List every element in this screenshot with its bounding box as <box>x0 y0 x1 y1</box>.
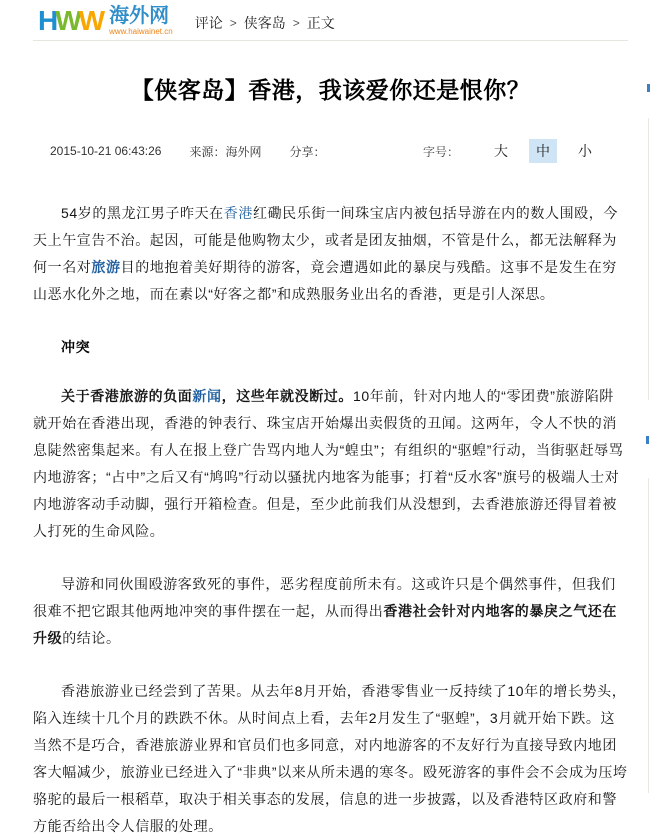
fontsize-option-medium[interactable]: 中 <box>529 139 557 163</box>
scrollbar-tick <box>646 436 649 444</box>
breadcrumb <box>195 9 335 33</box>
fontsize-option-small[interactable]: 小 <box>578 143 592 159</box>
breadcrumb-separator: > <box>292 15 300 30</box>
site-url: www.haiwainet.cn <box>109 26 173 36</box>
link-travel[interactable]: 旅游 <box>91 259 121 275</box>
breadcrumb-item-pinglun[interactable]: 评论 <box>194 14 223 31</box>
section-heading-conflict: 冲突 <box>61 339 91 355</box>
paragraph-text: ，这些年就没断过。 <box>221 388 354 404</box>
article-meta <box>50 143 353 160</box>
source <box>189 143 261 160</box>
site-name: 海外网 <box>109 4 170 27</box>
fontsize-control <box>423 139 599 163</box>
source-value: 海外网 <box>225 144 262 159</box>
logo-hww-icon: HWW <box>38 4 103 36</box>
paragraph-text: 10年前，针对内地人的“零团费”旅游陷阱就开始在香港出现，香港的钟表行、珠宝店开始爆出卖假货的丑闻。这两年，令人不快的消息陡然密集起来。有人在报上登广告骂内地人为“蝗虫”；有组织的“驱蝗”行动，当街驱赶辱骂内地游客；“占中”之后又有“鸠呜”行动以骚扰内地客为能事；打着“反水客”旗号的极端人士对内地游客动手动脚，强行开箱检查。但是，至少此前我们从没想到，去香港旅游还得冒着被人打死的生命风险。 <box>33 388 624 539</box>
article-meta-bar <box>0 139 661 163</box>
source-label: 来源： <box>189 144 226 159</box>
page-title: 【侠客岛】香港，我该爱你还是恨你？ <box>130 77 531 103</box>
article-body <box>0 163 661 840</box>
paragraph-text: 香港社会针对内地客的暴戾之气还在升级 <box>33 603 618 646</box>
right-border-line <box>648 118 649 400</box>
site-header <box>0 0 661 40</box>
paragraph-text: 红磡民乐街一间珠宝店内被包括导游在内的数人围殴，今天上午宣告不治。起因，可能是他购物太少，或者是团友抽烟，不管是什么，都无法解释为何一名对 <box>33 205 618 275</box>
paragraph-text: 的结论。 <box>62 630 121 646</box>
breadcrumb-separator: > <box>229 15 237 30</box>
publish-datetime: 2015-10-21 06:43:26 <box>50 144 162 158</box>
paragraph-3 <box>33 571 628 652</box>
paragraph-text: 香港旅游业已经尝到了苦果。从去年8月开始，香港零售业一反持续了10年的增长势头，陷入连续十几个月的跌跌不休。从时间点上看，去年2月发生了“驱蝗”，3月就开始下跌。这当然不是巧合，香港旅游业界和官员们也多同意，对内地游客的不友好行为直接导致内地团客大幅减少，旅游业已经进入了“非典”以来从所未遇的寒冬。殴死游客的事件会不会成为压垮骆驼的最后一根稻草，取决于相关事态的发展，信息的进一步披露，以及香港特区政府和警方能否给出令人信服的处理。 <box>33 683 628 834</box>
paragraph-text: 关于香港旅游的负面 <box>61 388 193 404</box>
paragraph-text: 54岁的黑龙江男子昨天在 <box>61 205 224 221</box>
link-hongkong[interactable]: 香港 <box>223 205 253 221</box>
paragraph-text: 目的地抱着美好期待的游客，竟会遭遇如此的暴戾与残酷。这事不是发生在穷山恶水化外之地，而在素以“好客之都”和成熟服务业出名的香港，更是引人深思。 <box>33 259 618 302</box>
right-border-line <box>648 478 649 793</box>
link-news[interactable]: 新闻 <box>192 388 222 404</box>
breadcrumb-item-xiakedao[interactable]: 侠客岛 <box>243 14 286 31</box>
share-label: 分享： <box>289 144 326 159</box>
logo-text <box>109 6 173 36</box>
paragraph-text: 导游和同伙围殴游客致死的事件，恶劣程度前所未有。这或许只是个偶然事件，但我们很难不把它跟其他两地冲突的事件摆在一起，从而得出 <box>33 576 616 619</box>
fontsize-label: 字号： <box>422 144 459 159</box>
site-logo[interactable] <box>38 6 173 36</box>
paragraph-4 <box>33 678 628 840</box>
paragraph-2 <box>33 383 628 545</box>
fontsize-option-large[interactable]: 大 <box>494 143 508 159</box>
breadcrumb-item-zhengwen: 正文 <box>306 14 335 31</box>
header-divider <box>33 40 628 41</box>
paragraph-1 <box>33 200 628 308</box>
scrollbar-tick <box>647 84 650 92</box>
